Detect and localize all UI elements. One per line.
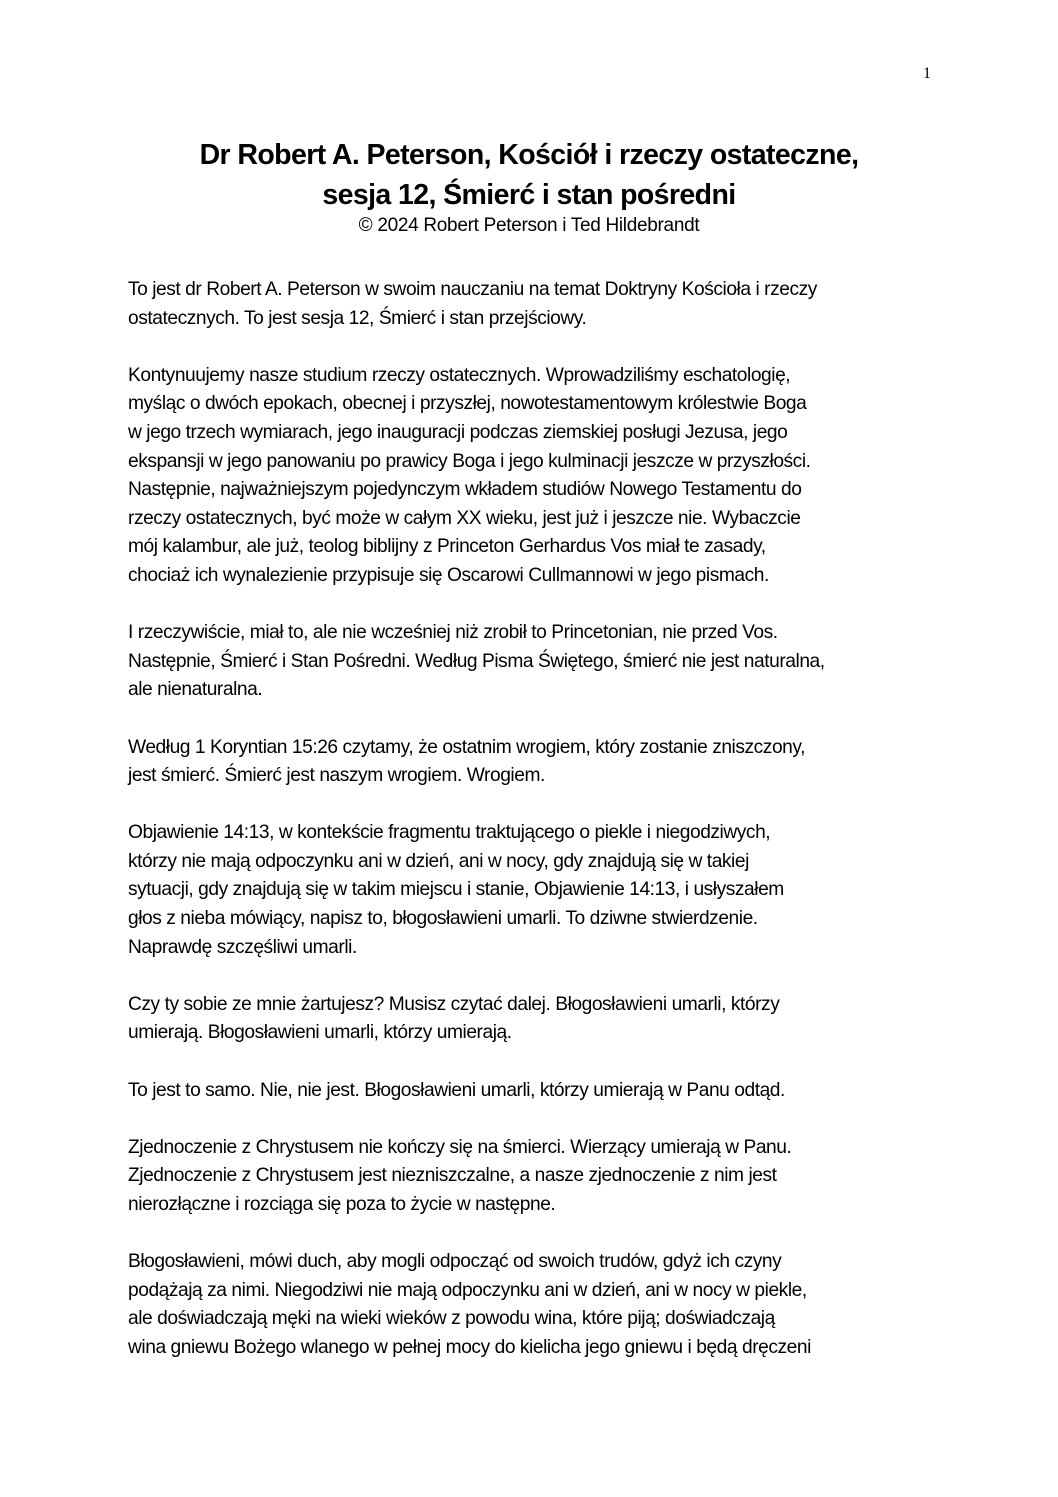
text-line: wina gniewu Bożego wlanego w pełnej mocy do kielicha jego gniewu i będą dręczeni	[128, 1336, 811, 1358]
paragraph-blessed-rest	[128, 1248, 948, 1362]
text-line: Zjednoczenie z Chrystusem jest niezniszczalne, a nasze zjednoczenie z nim jest	[128, 1165, 777, 1187]
text-line: mój kalambur, ale już, teolog biblijny z Princeton Gerhardus Vos miał te zasady,	[128, 536, 766, 558]
text-line: Następnie, najważniejszym pojedynczym wkładem studiów Nowego Testamentu do	[128, 479, 802, 501]
paragraph-kidding	[128, 991, 948, 1048]
text-line: myśląc o dwóch epokach, obecnej i przyszłej, nowotestamentowym królestwie Boga	[128, 393, 807, 415]
text-line: I rzeczywiście, miał to, ale nie wcześniej niż zrobił to Princetonian, nie przed Vos.	[128, 622, 778, 644]
document-title-line-1: Dr Robert A. Peterson, Kościół i rzeczy ostateczne,	[199, 139, 859, 171]
copyright-notice: © 2024 Robert Peterson i Ted Hildebrandt	[358, 215, 700, 236]
paragraph-intro	[128, 276, 948, 333]
text-line: To jest to samo. Nie, nie jest. Błogosławieni umarli, którzy umierają w Panu odtąd.	[128, 1079, 785, 1101]
text-line: Błogosławieni, mówi duch, aby mogli odpocząć od swoich trudów, gdyż ich czyny	[128, 1251, 782, 1273]
text-line: Czy ty sobie ze mnie żartujesz? Musisz czytać dalej. Błogosławieni umarli, którzy	[128, 993, 780, 1015]
text-line: To jest dr Robert A. Peterson w swoim nauczaniu na temat Doktryny Kościoła i rzeczy	[128, 279, 817, 300]
text-line: ostatecznych. To jest sesja 12, Śmierć i stan przejściowy.	[128, 307, 587, 329]
text-line: podążają za nimi. Niegodziwi nie mają odpoczynku ani w dzień, ani w nocy w piekle,	[128, 1279, 807, 1301]
text-line: chociaż ich wynalezienie przypisuje się Oscarowi Cullmannowi w jego pismach.	[128, 564, 769, 586]
text-line: nierozłączne i rozciąga się poza to życie w następne.	[128, 1194, 556, 1215]
text-line: rzeczy ostatecznych, być może w całym XX wieku, jest już i jeszcze nie. Wybaczcie	[128, 507, 801, 529]
document-body	[128, 276, 948, 1391]
text-line: Zjednoczenie z Chrystusem nie kończy się na śmierci. Wierzący umierają w Panu.	[128, 1136, 792, 1158]
paragraph-eschatology-review	[128, 362, 948, 591]
text-line: ale nienaturalna.	[128, 679, 263, 701]
text-line: ale doświadczają męki na wieki wieków z powodu wina, które piją; doświadczają	[128, 1308, 775, 1330]
text-line: Kontynuujemy nasze studium rzeczy ostatecznych. Wprowadziliśmy eschatologię,	[128, 364, 791, 386]
text-line: umierają. Błogosławieni umarli, którzy umierają.	[128, 1022, 512, 1044]
text-line: sytuacji, gdy znajdują się w takim miejscu i stanie, Objawienie 14:13, i usłyszałem	[128, 879, 784, 901]
text-line: którzy nie mają odpoczynku ani w dzień, ani w nocy, gdy znajdują się w takiej	[128, 850, 749, 872]
document-header	[0, 135, 1058, 239]
paragraph-death-unnatural	[128, 619, 948, 705]
text-line: Następnie, Śmierć i Stan Pośredni. Według Pisma Świętego, śmierć nie jest naturalna,	[128, 650, 825, 672]
text-line: w jego trzech wymiarach, jego inauguracji podczas ziemskiej posługi Jezusa, jego	[128, 421, 788, 443]
text-line: Naprawdę szczęśliwi umarli.	[128, 936, 357, 958]
page-number: 1	[923, 65, 931, 82]
paragraph-revelation	[128, 819, 948, 962]
document-title-line-2: sesja 12, Śmierć i stan pośredni	[322, 179, 736, 211]
text-line: Według 1 Koryntian 15:26 czytamy, że ostatnim wrogiem, który zostanie zniszczony,	[128, 736, 805, 758]
text-line: jest śmierć. Śmierć jest naszym wrogiem. Wrogiem.	[128, 765, 545, 787]
text-line: Objawienie 14:13, w kontekście fragmentu traktującego o piekle i niegodziwych,	[128, 822, 771, 844]
text-line: głos z nieba mówiący, napisz to, błogosławieni umarli. To dziwne stwierdzenie.	[128, 908, 758, 930]
paragraph-union-with-christ	[128, 1134, 948, 1220]
paragraph-corinthians	[128, 734, 948, 791]
text-line: ekspansji w jego panowaniu po prawicy Boga i jego kulminacji jeszcze w przyszłości.	[128, 450, 811, 472]
paragraph-same	[128, 1077, 948, 1106]
